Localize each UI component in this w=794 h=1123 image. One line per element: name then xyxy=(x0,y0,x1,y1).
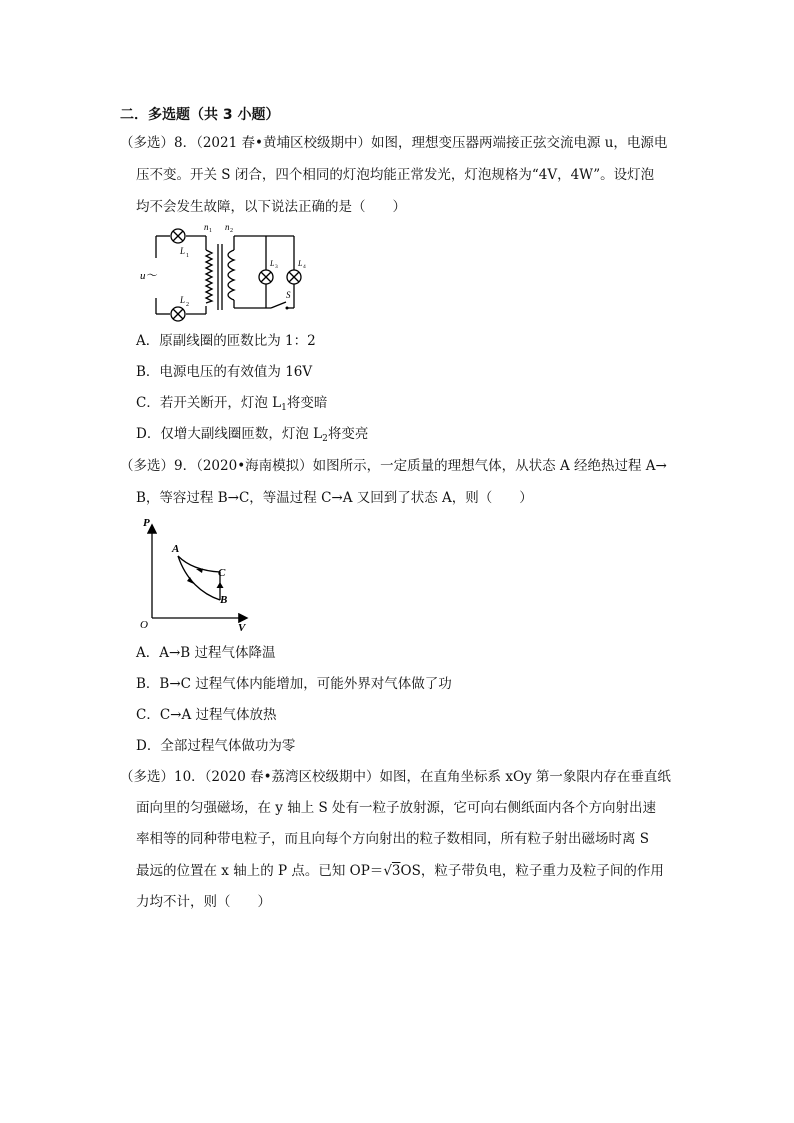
arrow-bc xyxy=(217,582,224,588)
origin-label: O xyxy=(140,619,148,631)
lamp-l1-label: L xyxy=(180,246,186,256)
axis-p-label: P xyxy=(143,517,150,529)
state-a-label: A xyxy=(172,543,180,555)
sqrt-sign: √ xyxy=(383,863,392,879)
q8-option-d-subscript: 2 xyxy=(322,434,328,444)
q10-stem-line-2: 面向里的匀强磁场，在 y 轴上 S 处有一粒子放射源，它可向右侧纸面内各个方向射出速 xyxy=(136,800,657,816)
lamp-l2-subscript: 2 xyxy=(186,302,189,308)
axis-v-label: V xyxy=(238,622,246,634)
q9-stem-line-2: B，等容过程 B→C，等温过程 C→A 又回到了状态 A，则（ ） xyxy=(136,490,533,506)
primary-turns-label: n xyxy=(204,222,209,232)
lamp-l4-label: L xyxy=(298,259,303,268)
secondary-turns-label: n xyxy=(225,222,230,232)
switch-label: S xyxy=(286,290,291,300)
q10-line4-tail: OS，粒子带负电，粒子重力及粒子间的作用 xyxy=(400,863,664,879)
q9-option-a: A．A→B 过程气体降温 xyxy=(136,645,276,661)
secondary-turns-subscript: 2 xyxy=(230,228,233,234)
q8-option-d xyxy=(136,425,368,448)
lamp-l2-label: L xyxy=(180,295,186,305)
switch-contact xyxy=(286,307,289,310)
lamp-l3-subscript: 3 xyxy=(275,264,278,270)
q9-option-c: C．C→A 过程气体放热 xyxy=(136,707,277,723)
q8-stem-line-2: 压不变。开关 S 闭合，四个相同的灯泡均能正常发光，灯泡规格为“4V，4W”。设灯泡 xyxy=(136,167,655,183)
q10-stem-line-3: 率相等的同种带电粒子，而且向每个方向射出的粒子数相同，所有粒子射出磁场时离 S xyxy=(136,831,650,847)
q8-option-d-tail: 将变亮 xyxy=(327,426,369,442)
q10-line4-text: 最远的位置在 x 轴上的 P 点。已知 OP＝ xyxy=(136,863,384,879)
q9-option-d: D．全部过程气体做功为零 xyxy=(136,738,296,754)
q9-stem-line-1: （多选）9．（2020•海南模拟）如图所示，一定质量的理想气体，从状态 A 经绝热过程 A→ xyxy=(120,458,667,474)
q8-option-a: A．原副线圈的匝数比为 1：2 xyxy=(136,333,316,349)
q8-option-c-text: C．若开关断开，灯泡 L xyxy=(136,395,282,411)
q10-stem-line-1: （多选）10．（2020 春•荔湾区校级期中）如图，在直角坐标系 xOy 第一象限内存在垂直纸 xyxy=(120,769,671,785)
q8-option-c xyxy=(136,394,327,417)
q10-stem-line-4 xyxy=(136,862,664,880)
q9-option-b: B．B→C 过程气体内能增加，可能外界对气体做了功 xyxy=(136,676,452,692)
sqrt-radicand: 3 xyxy=(391,863,401,879)
q10-stem-line-5: 力均不计，则（ ） xyxy=(136,894,271,910)
transformer-circuit-figure xyxy=(136,220,336,326)
q8-option-c-tail: 将变暗 xyxy=(286,395,328,411)
lamp-l4-subscript: 4 xyxy=(303,264,306,270)
pv-diagram-figure xyxy=(134,514,254,634)
section-title: 二．多选题（共 3 小题） xyxy=(120,107,280,123)
q8-option-b: B．电源电压的有效值为 16V xyxy=(136,364,313,380)
arrow-ca xyxy=(196,569,203,574)
lamp-l3-label: L xyxy=(270,259,275,268)
source-label: u～ xyxy=(140,270,157,282)
q8-stem-line-3: 均不会发生故障，以下说法正确的是（ ） xyxy=(136,199,406,215)
lamp-l1-subscript: 1 xyxy=(186,253,189,259)
state-c-label: C xyxy=(218,567,226,579)
q8-option-c-subscript: 1 xyxy=(281,403,287,413)
state-b-label: B xyxy=(220,594,228,606)
q8-stem-line-1: （多选）8．（2021 春•黄埔区校级期中）如图，理想变压器两端接正弦交流电源 u，电源电 xyxy=(120,135,668,151)
q8-option-d-text: D．仅增大副线圈匝数，灯泡 L xyxy=(136,426,323,442)
primary-turns-subscript: 1 xyxy=(209,228,212,234)
arrow-ab xyxy=(187,577,194,584)
